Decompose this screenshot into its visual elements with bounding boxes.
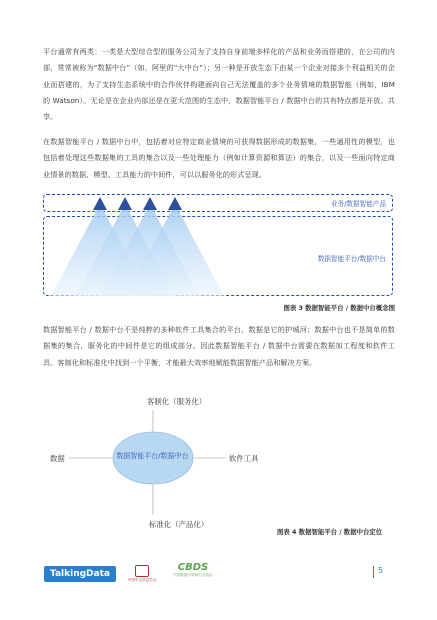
figure4-bottom-label: 标准化（产品化） <box>149 520 209 529</box>
figure4-caption: 图表 4 数据智能平台 / 数据中台定位 <box>277 528 383 536</box>
figure4-top-label: 客制化（服务化） <box>147 397 207 406</box>
figure4-center-label: 数据智能平台/数据中台 <box>116 452 189 460</box>
figure3-caption: 图表 3 数据智能平台 / 数据中台概念图 <box>283 304 395 312</box>
page-number-divider <box>373 566 374 578</box>
partner2-name: 中国数据分析师行业协会 <box>173 573 213 577</box>
figure3-peak-4 <box>168 197 182 210</box>
paragraph-platform-types: 平台通常有两类：一类是大型综合型的服务公司为了支持自身前端多样化的产品和业务而搭建的，在公司的内部，常常被称为“数据中台”（如，阿里的“大中台”）；另一种是开放生态下由某一个企业对接多个利益相关的企业而搭建的，为了支持生态系统中的合作伙伴构建面向自己无法覆盖的多个业务情境的数据智能（例如，IBM 的 Watson）。无论是在企业内部还是在更大范围的生态中，数据智能平台 / 数据中台的共有特点都是开放、共享。 <box>43 47 395 122</box>
page-number: 5 <box>378 566 384 575</box>
figure4-left-label: 数据 <box>50 454 65 463</box>
partner-logo-2 <box>170 562 216 586</box>
partner1-emblem-icon <box>135 565 149 577</box>
partner1-name: 中国中文信息学会 <box>127 578 157 582</box>
partner-logo-1 <box>120 562 164 586</box>
figure3-peak-2 <box>118 197 132 210</box>
paragraph-platform-contents: 在数据智能平台 / 数据中台中，包括着对应特定商业情境的可获得数据形成的数据集，一些通用性的模型，也包括着处理这些数据集的工具的集合以及一些处理能力（例如计算资源和算法）的集合，以及一些面向特定商业情景的数据、模型、工具能力的中间件，可以以服务化的形式呈现。 <box>43 137 395 179</box>
top-bar <box>0 0 437 6</box>
figure3-pyramids-graphic <box>43 194 393 296</box>
figure3-product-label: 业务/数据智能产品 <box>331 200 386 208</box>
figure4-right-label: 软件工具 <box>229 454 259 463</box>
figure3-platform-label: 数据智能平台/数据中台 <box>317 255 386 263</box>
partner2-mark: CBDS <box>177 562 209 573</box>
figure3-peak-3 <box>143 197 157 210</box>
talkingdata-logo: TalkingData <box>44 566 116 582</box>
paragraph-platform-balance: 数据智能平台 / 数据中台不是纯粹的多种软件工具集合的平台，数据是它的护城河；数据中台也不是简单的数据集的集合，服务化的中间件是它的组成部分。因此数据智能平台 / 数据中台需要在数据加工程度和软件工具、客制化和标准化中找到一个平衡，才能最大效率地赋能数据智能产品和解决方案。 <box>43 325 395 367</box>
figure3-peak-1 <box>93 197 107 210</box>
